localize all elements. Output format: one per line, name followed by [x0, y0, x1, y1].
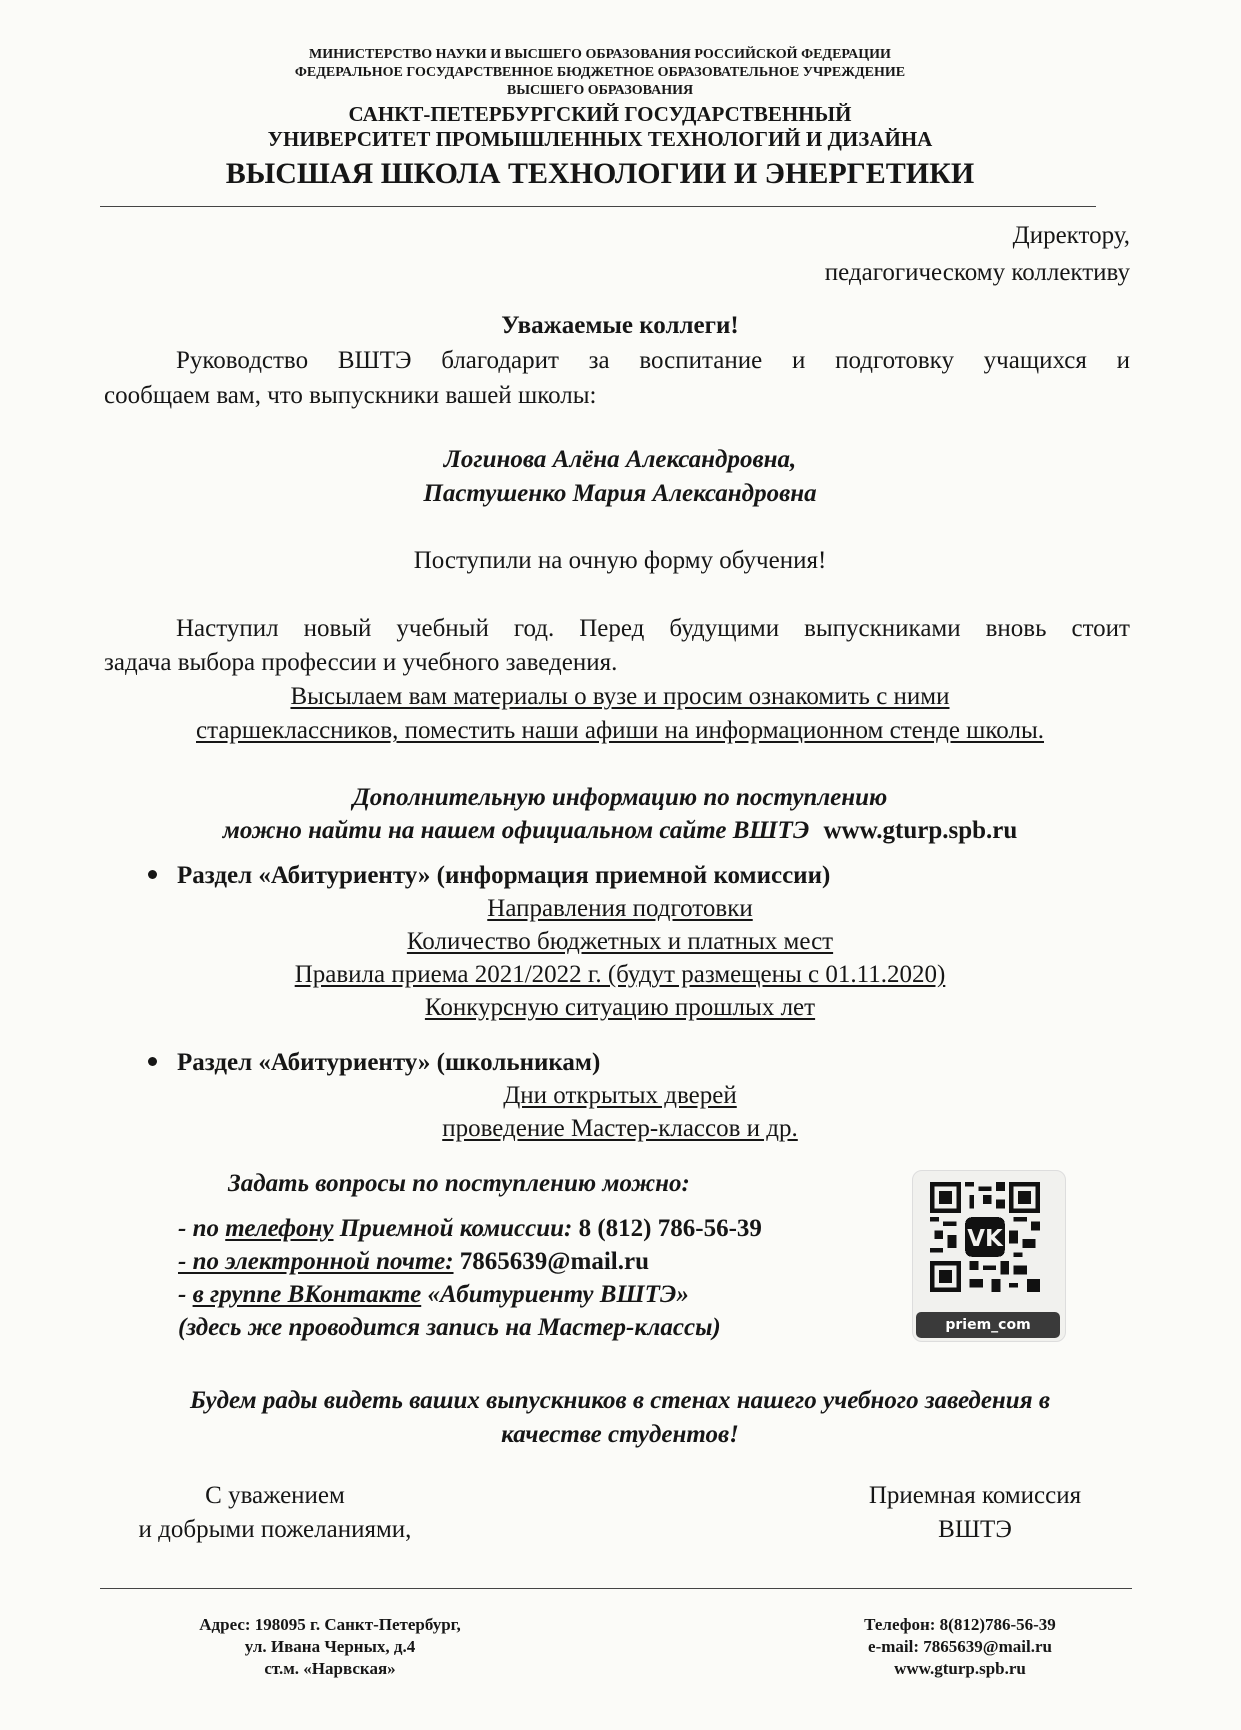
contacts-email-row [178, 1246, 649, 1278]
header-university-2: УНИВЕРСИТЕТ ПРОМЫШЛЕННЫХ ТЕХНОЛОГИЙ И ДИЗАЙНА [267, 127, 933, 151]
contacts-phone-number: 8 (812) 786-56-39 [572, 1215, 762, 1242]
qr-code-label: priem_com [916, 1312, 1060, 1338]
footer-site[interactable]: www.gturp.spb.ru [894, 1659, 1026, 1678]
contacts-vk-prefix: - [178, 1281, 193, 1308]
section-1-item-1[interactable]: Направления подготовки [487, 895, 753, 922]
section-1-title-row [148, 860, 830, 892]
contacts-phone-link[interactable]: телефону [225, 1215, 334, 1242]
footer-email[interactable]: e-mail: 7865639@mail.ru [868, 1637, 1052, 1656]
contacts-phone-rest: Приемной комиссии: [333, 1215, 573, 1242]
section-2-item-2[interactable]: проведение Мастер-классов и др. [442, 1115, 798, 1142]
student-name-2: Пастушенко Мария Александровна [423, 480, 817, 507]
contacts-phone-prefix: - по [178, 1215, 226, 1242]
request-line-1: Высылаем вам материалы о вузе и просим ознакомить с ними [290, 683, 950, 710]
bullet-icon [148, 1057, 157, 1066]
signature-left-1: С уважением [205, 1482, 345, 1509]
contacts-email-label[interactable]: - по электронной почте: [178, 1248, 454, 1275]
section-1-title: Раздел «Абитуриенту» (информация приемной комиссии) [177, 862, 831, 889]
closing-line-2: качестве студентов! [501, 1421, 739, 1448]
footer-divider [100, 1588, 1132, 1589]
closing-line-1: Будем рады видеть ваших выпускников в стенах нашего учебного заведения в [189, 1387, 1051, 1414]
info-site-link[interactable]: www.gturp.spb.ru [823, 817, 1018, 844]
intro-line-1: Руководство ВШТЭ благодарит за воспитание и подготовку учащихся и [176, 347, 1130, 374]
contacts-vk-note: (здесь же проводится запись на Мастер-классы) [178, 1314, 721, 1341]
footer-address-1: Адрес: 198095 г. Санкт-Петербург, [199, 1615, 461, 1634]
info-line-1: Дополнительную информацию по поступлению [352, 784, 888, 811]
section-2-item-1[interactable]: Дни открытых дверей [503, 1082, 737, 1109]
intro-line-2: сообщаем вам, что выпускники вашей школы: [104, 382, 597, 409]
section-2-title: Раздел «Абитуриенту» (школьникам) [177, 1049, 601, 1076]
footer-address-3: ст.м. «Нарвская» [264, 1659, 396, 1678]
contacts-heading: Задать вопросы по поступлению можно: [228, 1170, 690, 1197]
new-year-line-1: Наступил новый учебный год. Перед будущими выпускниками вновь стоит [176, 615, 1130, 642]
greeting: Уважаемые коллеги! [501, 312, 739, 339]
addressee-line-1: Директору, [1012, 222, 1130, 249]
admitted-text: Поступили на очную форму обучения! [413, 547, 827, 574]
header-divider [100, 206, 1096, 207]
contacts-email-value[interactable]: 7865639@mail.ru [453, 1248, 650, 1275]
header-school: ВЫСШАЯ ШКОЛА ТЕХНОЛОГИИ И ЭНЕРГЕТИКИ [225, 157, 975, 190]
contacts-phone-row [178, 1213, 762, 1245]
header-ministry: МИНИСТЕРСТВО НАУКИ И ВЫСШЕГО ОБРАЗОВАНИЯ РОССИЙСКОЙ ФЕДЕРАЦИИ [309, 47, 891, 62]
section-1-item-3[interactable]: Правила приема 2021/2022 г. (будут размещены с 01.11.2020) [294, 961, 946, 988]
qr-code-icon [930, 1182, 1040, 1292]
header-university-1: САНКТ-ПЕТЕРБУРГСКИЙ ГОСУДАРСТВЕННЫЙ [348, 102, 852, 126]
addressee-line-2: педагогическому коллективу [824, 259, 1130, 286]
signature-right-1: Приемная комиссия [868, 1482, 1082, 1509]
student-name-1: Логинова Алёна Александровна, [443, 446, 797, 473]
section-1-item-4[interactable]: Конкурсную ситуацию прошлых лет [424, 994, 816, 1021]
footer-phone: Телефон: 8(812)786-56-39 [864, 1615, 1056, 1634]
header-institution-type: ФЕДЕРАЛЬНОЕ ГОСУДАРСТВЕННОЕ БЮДЖЕТНОЕ ОБРАЗОВАТЕЛЬНОЕ УЧРЕЖДЕНИЕ [294, 65, 906, 80]
signature-left-2: и добрыми пожеланиями, [138, 1516, 412, 1543]
contacts-vk-link[interactable]: в группе ВКонтакте [192, 1281, 422, 1308]
new-year-line-2: задача выбора профессии и учебного заведения. [104, 649, 618, 676]
bullet-icon [148, 870, 157, 879]
section-2-title-row [148, 1047, 600, 1079]
svg-text:VK: VK [967, 1226, 1003, 1253]
info-line-2: можно найти на нашем официальном сайте ВШТЭ [222, 817, 810, 844]
footer-address-2: ул. Ивана Черных, д.4 [244, 1637, 416, 1656]
contacts-vk-row [178, 1279, 689, 1311]
section-1-item-2[interactable]: Количество бюджетных и платных мест [406, 928, 834, 955]
header-institution-type-2: ВЫСШЕГО ОБРАЗОВАНИЯ [506, 83, 694, 98]
contacts-vk-group: «Абитуриенту ВШТЭ» [421, 1281, 689, 1308]
request-line-2: старшеклассников, поместить наши афиши на информационном стенде школы. [196, 717, 1044, 744]
signature-right-2: ВШТЭ [938, 1516, 1012, 1543]
